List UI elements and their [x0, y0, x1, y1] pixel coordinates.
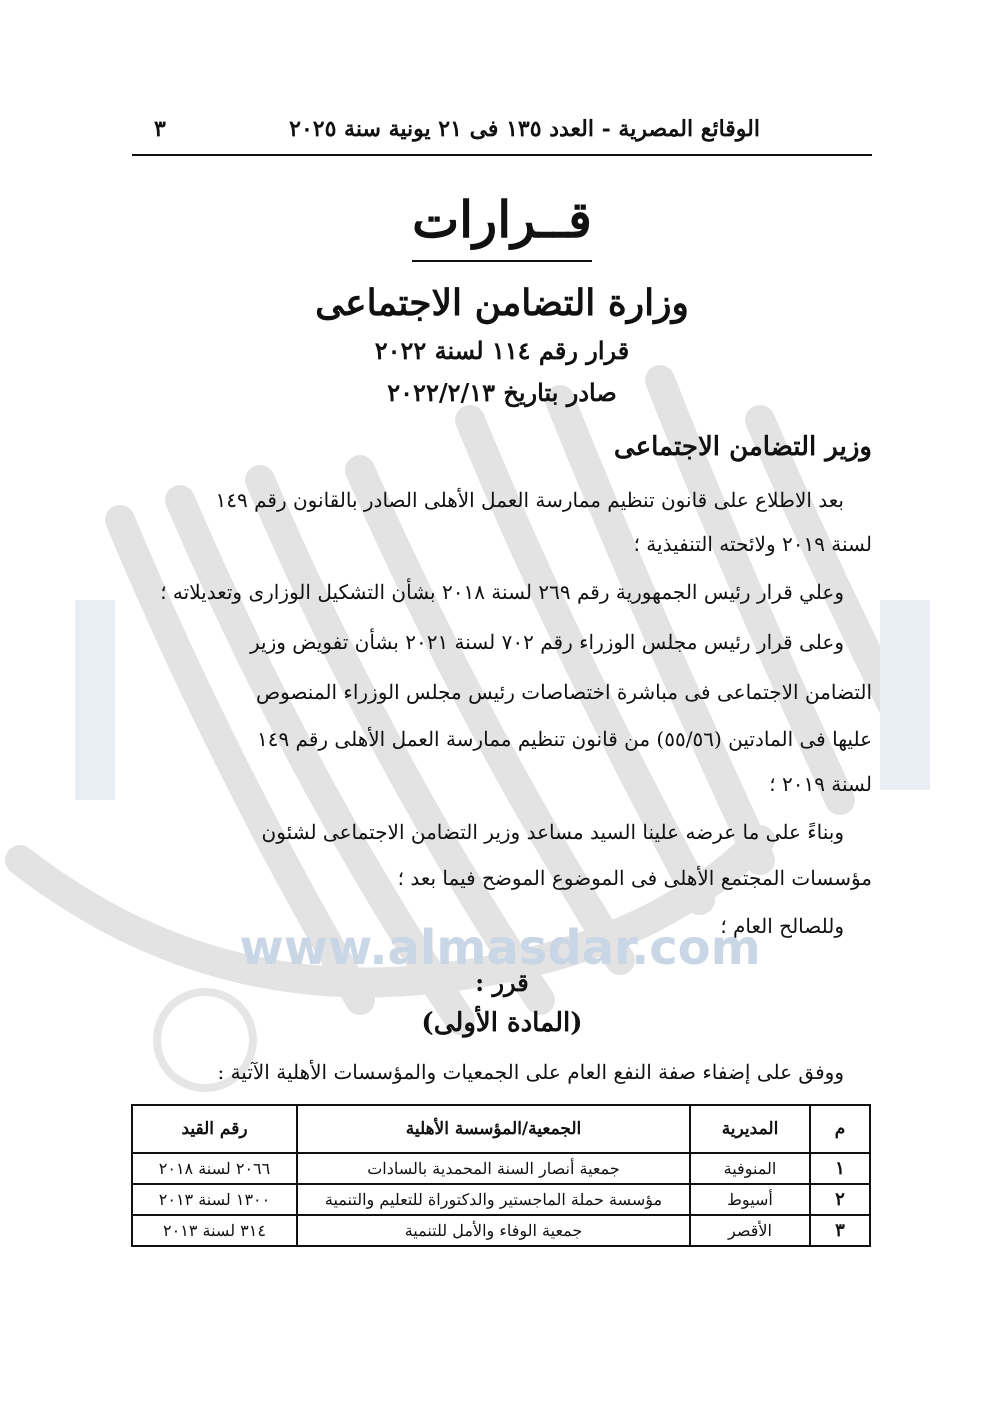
row-association: مؤسسة حملة الماجستير والدكتوراة للتعليم والتنمية: [297, 1184, 690, 1215]
watermark-url: www.almasdar.com: [239, 920, 761, 976]
page-number: ٣: [154, 116, 166, 142]
preamble-line: وعلي قرار رئيس الجمهورية رقم ٢٦٩ لسنة ٢٠١٨ بشأن التشكيل الوزارى وتعديلاته ؛: [160, 580, 844, 604]
preamble-line: وللصالح العام ؛: [720, 914, 844, 938]
preamble-line: عليها فى المادتين (٥٥/٥٦) من قانون تنظيم ممارسة العمل الأهلى رقم ١٤٩: [256, 727, 872, 751]
decree-number: قرار رقم ١١٤ لسنة ٢٠٢٢: [374, 336, 630, 365]
article-text: ووفق على إضفاء صفة النفع العام على الجمعيات والمؤسسات الأهلية الآتية :: [217, 1060, 844, 1084]
col-header-index: م: [810, 1105, 870, 1153]
gazette-issue-line: الوقائع المصرية - العدد ١٣٥ فى ٢١ يونية سنة ٢٠٢٥: [289, 116, 760, 142]
row-association: جمعية الوفاء والأمل للتنمية: [297, 1215, 690, 1246]
section-title: قــرارات: [412, 190, 592, 249]
table-row: [132, 1184, 870, 1215]
preamble-line: التضامن الاجتماعى فى مباشرة اختصاصات رئيس مجلس الوزراء المنصوص: [255, 680, 872, 704]
row-association: جمعية أنصار السنة المحمدية بالسادات: [297, 1153, 690, 1184]
preamble-line: مؤسسات المجتمع الأهلى فى الموضوع الموضح فيما بعد ؛: [397, 866, 872, 890]
row-registration: ١٣٠٠ لسنة ٢٠١٣: [132, 1184, 297, 1215]
table-header-row: [132, 1105, 870, 1153]
preamble-line: لسنة ٢٠١٩ ولائحته التنفيذية ؛: [633, 532, 872, 556]
col-header-directorate: المديرية: [690, 1105, 810, 1153]
row-directorate: الأقصر: [690, 1215, 810, 1246]
col-header-registration: رقم القيد: [132, 1105, 297, 1153]
ministry-name: وزارة التضامن الاجتماعى: [315, 282, 689, 324]
row-registration: ٢٠٦٦ لسنة ٢٠١٨: [132, 1153, 297, 1184]
associations-table: [131, 1104, 871, 1247]
decree-date: صادر بتاريخ ٢٠٢٢/٢/١٣: [387, 378, 617, 407]
row-index: ١: [810, 1153, 870, 1184]
row-directorate: أسيوط: [690, 1184, 810, 1215]
article-title: (المادة الأولى): [421, 1008, 583, 1038]
row-registration: ٣١٤ لسنة ٢٠١٣: [132, 1215, 297, 1246]
minister-title: وزير التضامن الاجتماعى: [613, 432, 872, 462]
table-row: [132, 1153, 870, 1184]
row-index: ٢: [810, 1184, 870, 1215]
row-index: ٣: [810, 1215, 870, 1246]
running-header: [132, 110, 872, 156]
preamble-line: بعد الاطلاع على قانون تنظيم ممارسة العمل الأهلى الصادر بالقانون رقم ١٤٩: [215, 488, 844, 512]
preamble-line: وبناءً على ما عرضه علينا السيد مساعد وزير التضامن الاجتماعى لشئون: [261, 820, 844, 844]
table-row: [132, 1215, 870, 1246]
preamble-line: وعلى قرار رئيس مجلس الوزراء رقم ٧٠٢ لسنة ٢٠٢١ بشأن تفويض وزير: [249, 630, 844, 654]
title-underline: [412, 260, 592, 262]
col-header-association: الجمعية/المؤسسة الأهلية: [297, 1105, 690, 1153]
decided-heading: قرر :: [475, 968, 529, 997]
preamble-line: لسنة ٢٠١٩ ؛: [769, 772, 872, 796]
row-directorate: المنوفية: [690, 1153, 810, 1184]
